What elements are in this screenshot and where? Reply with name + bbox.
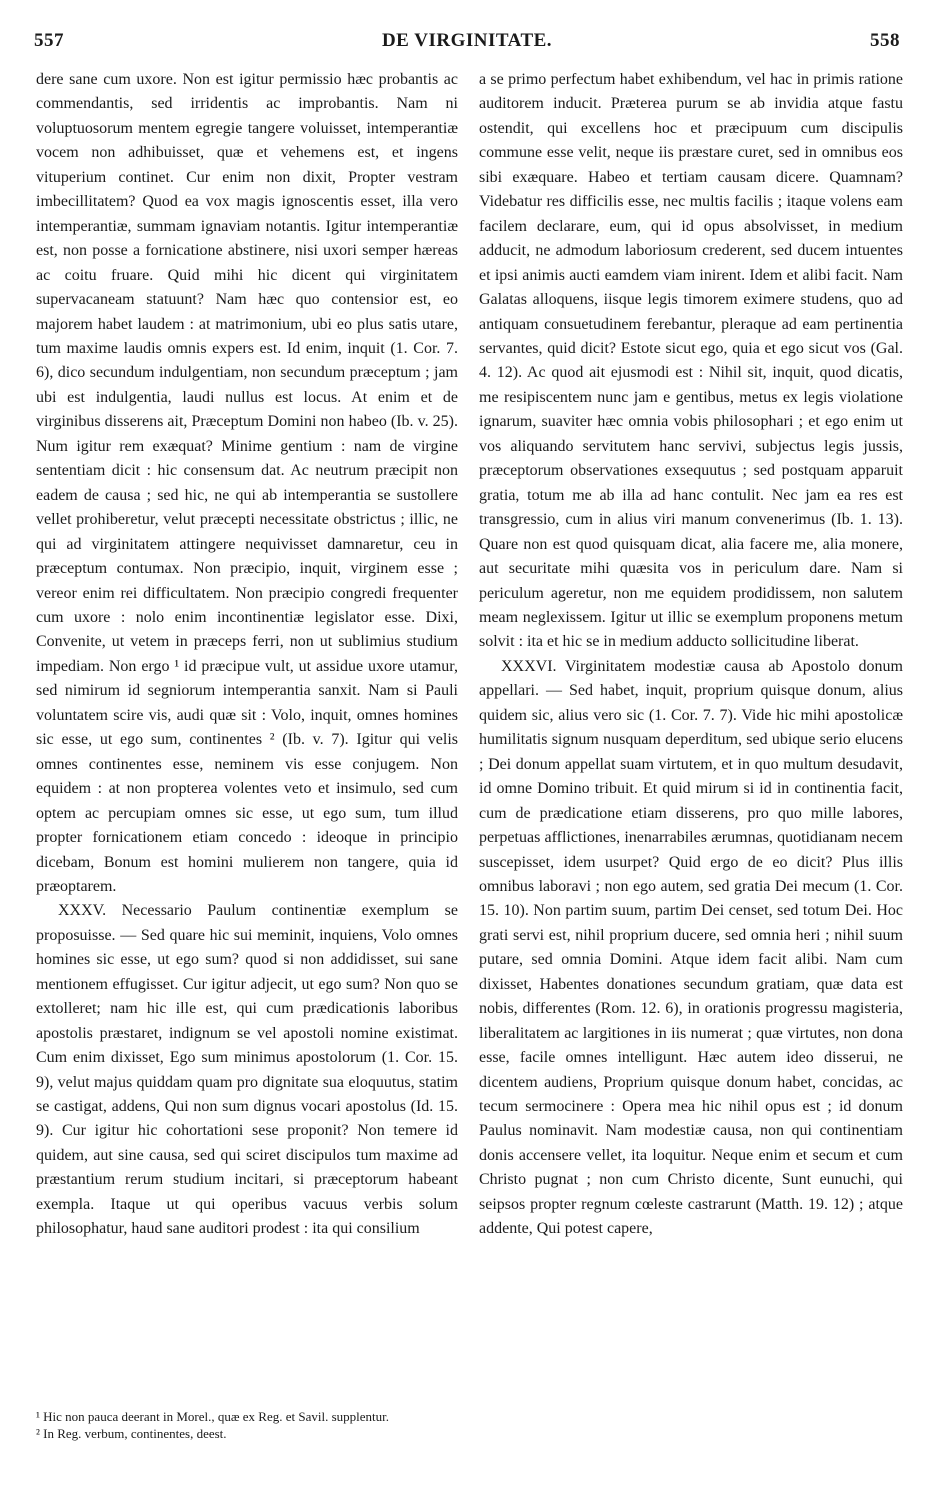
footnotes: [36, 1408, 458, 1442]
page-number-left: 557: [34, 30, 64, 51]
section-xxxv: XXXV. Necessario Paulum continentiæ exemplum se proposuisse. — Sed quare hic sui meminit, inquiens, Volo omnes homines sic esse, ut ego sum? quod si non addidisset, sui sane mentionem effugisset. Cur igitur adjecit, ut ego sum? Non quo se extolleret; nam hic ille est, qui cum prædicationis laboribus apostolis præstaret, indignum se vel apostoli nomine existimat. Cum enim dixisset, Ego sum minimus apostolorum (1. Cor. 15. 9), velut majus quiddam quam pro dignitate sua eloquutus, statim se castigat, addens, Qui non sum dignus vocari apostolus (Id. 15. 9). Cur igitur hic cohortationi sese proponit? Non temere id quidem, aut sine causa, sed qui sciret discipulos tum maxime ad præstantium rerum studium incitari, si præceptorum habeant exempla. Itaque ut qui operibus vacuus verbis solum philosophatur, haud sane auditori prodest : ita qui consilium: [36, 902, 458, 1238]
section-xxxvi: XXXVI. Virginitatem modestiæ causa ab Apostolo donum appellari. — Sed habet, inquit, proprium quisque donum, alius quidem sic, alius vero sic (1. Cor. 7. 7). Vide hic mihi apostolicæ humilitatis signum nusquam deperditum, sed ubique serio elucens ; Dei donum appellat suam virtutem, et in quo multum desudavit, id omne Domino tribuit. Et quid mirum si id in continentia facit, cum de prædicatione etiam disserens, pro quo mille labores, perpetuas afflictiones, inenarrabiles ærumnas, quotidianam necem suscepisset, idem usurpet? Quid ergo de eo dicit? Plus illis omnibus laboravi ; non ego autem, sed gratia Dei mecum (1. Cor. 15. 10). Non partim suum, partim Dei censet, sed totum Dei. Hoc grati servi est, nihil proprium ducere, sed omnia heri ; nihil suum putare, sed omnia Domini. Atque idem facit alibi. Nam cum dixisset, Habentes donationes secundum gratiam, quæ data est nobis, differentes (Rom. 12. 6), in orationis progressu magisteria, liberalitatem ac largitiones in iis numerat ; quæ virtutes, non dona esse, facile omnes intelligunt. Hæc autem ideo disserui, ne dicentem audiens, Proprium quisque donum habet, concidas, ac tecum sermocinere : Opera mea hic nihil opus est ; id donum Paulus nominavit. Nam modestiæ causa, non qui continentiam donis accensere vellet, ita loquitur. Neque enim et secum et cum Christo pugnat ; non cum Christo dicente, Sunt eunuchi, qui seipsos propter regnum cœleste castrarunt (Matth. 19. 12) ; atque addente, Qui potest capere,: [479, 657, 903, 1238]
footnote-2: ² In Reg. verbum, continentes, deest.: [36, 1426, 227, 1441]
left-column: [36, 68, 458, 1242]
page-number-right: 558: [870, 30, 900, 51]
footnote-1: ¹ Hic non pauca deerant in Morel., quæ ex Reg. et Savil. supplentur.: [36, 1409, 390, 1424]
running-title: DE VIRGINITATE.: [381, 30, 553, 51]
left-paragraph-1: dere sane cum uxore. Non est igitur permissio hæc probantis ac commendantis, sed irridentis ac improbantis. Nam ni voluptuosorum mentem egregie tangere voluisset, intemperantiæ vocem non adhibuisset, quæ et vehemens est, et ingens vituperium continet. Cur enim non dixit, Propter vestram imbecillitatem? Quod ea vox magis ignoscentis esset, illa vero intemperantiæ, summam ignaviam notantis. Igitur intemperantiæ est, non posse a fornicatione abstinere, nisi uxori semper hæreas ac coitu fruare. Quid mihi hic dicent qui virginitatem supervacaneam statuunt? Nam hæc quo contensior est, eo majorem habet laudem : at matrimonium, ubi eo plus satis utare, tum maxime laudis omnis expers est. Id enim, inquit (1. Cor. 7. 6), dico secundum indulgentiam, non secundum præceptum ; jam ubi est indulgentia, laudi nullus est locus. At enim et de virginibus disserens ait, Præceptum Domini non habeo (Ib. v. 25). Num igitur rem exæquat? Minime gentium : nam de virgine sententiam dicit : hic consensum dat. Ac neutrum præcipit non eadem de causa ; sed hic, ne qui ab intemperantia se sustollere vellet prohiberetur, velut præcepti necessitate obstrictus ; illic, ne qui ad virginitatem attingere nequivisset damnaretur, ceu in præceptum contumax. Non præcipio, inquit, virginem esse ; vereor enim rei difficultatem. Non præcipio congredi frequenter cum uxore : nolo enim incontinentiæ legislator esse. Dixi, Convenite, ut vetem in præceps ferri, non ut sublimius studium impediam. Non ergo ¹ id præcipue vult, ut assidue uxore utamur, sed nimirum id segniorum intemperantia sanxit. Nam si Pauli voluntatem scire vis, audi quæ sit : Volo, inquit, omnes homines sic esse, ut ego sum, continentes ² (Ib. v. 7). Igitur qui velis omnes continentes esse, neminem vis esse conjugem. Non equidem : at non propterea volentes veto et insimulo, sed cum optem ac percupiam omnes sic esse, ut ego sum, tum illud propter fornicationem etiam concedo : ideoque in principio dicebam, Bonum est homini mulierem non tangere, quia id præoptarem.: [36, 71, 458, 895]
running-header: [34, 30, 900, 62]
right-paragraph-1: a se primo perfectum habet exhibendum, vel hac in primis ratione auditorem inducit. Præterea purum se ab invidia atque fastu ostendit, qui excellens hoc et præcipuum cum discipulis commune esse velit, neque iis præstare curet, sed in omnibus eos sibi exæquare. Habeo et tertiam causam dicere. Quamnam? Videbatur res difficilis esse, nec multis facilis ; itaque volens eam facilem declarare, eum, qui id opus absolvisset, in medium adducit, ne admodum laboriosum crederent, sed ducem intuentes et ipsi animis aucti eamdem viam inirent. Idem et alibi facit. Nam Galatas alloquens, iisque legis timorem eximere studens, quo ad antiquam consuetudinem ferebantur, pleraque ad eam pertinentia servantes, quid dicit? Estote sicut ego, quia et ego sicut vos (Gal. 4. 12). Ac quod ait ejusmodi est : Nihil sit, inquit, quod dicatis, me resipiscentem nunc jam e gentibus, metus ex legis violatione ignarum, suaviter hæc omnia vobis philosophari ; et ego enim ut vos aliquando servitutem hanc servivi, subjectus legis jussis, præceptorum observationes exsequutus ; sed postquam apparuit gratia, totum me ab illa ad hanc contulit. Nec jam ea res est transgressio, cum in alius viri manum convenerimus (Ib. 1. 13). Quare non est quod quisquam dicat, alia facere me, alia monere, aut securitate mihi quæsita vos in periculum dare. Nam si periculum ageretur, non me equidem prodidissem, non salutem meam neglexissem. Igitur ut illic se exemplum proponens metum solvit : ita et hic se in medium adducto sollicitudine liberat.: [479, 71, 903, 651]
right-column: [479, 68, 903, 1242]
